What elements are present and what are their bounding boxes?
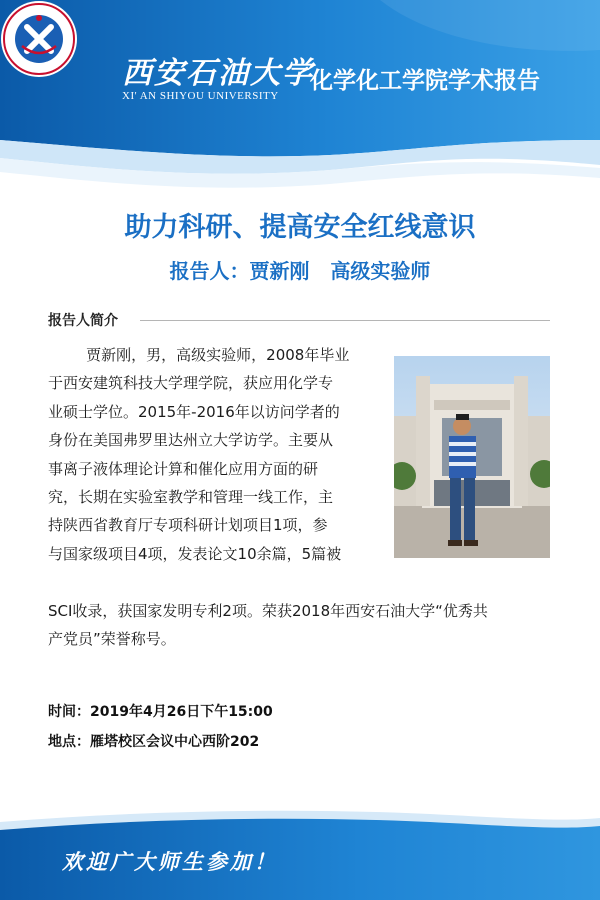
bio-line: 于西安建筑科技大学理学院，获应用化学专	[48, 374, 334, 393]
bio-line: 贾新刚，男，高级实验师，2008年毕业	[48, 346, 350, 364]
bio-line: SCI收录，获国家发明专利2项。荣获2018年西安石油大学“优秀共	[48, 602, 488, 620]
university-name-cn: 西安石油大学	[122, 56, 314, 91]
header-background	[0, 0, 600, 205]
presenter-line: 报告人：贾新刚 高级实验师	[169, 259, 431, 283]
xsyu-logo-icon	[0, 0, 78, 78]
place-label: 地点：	[48, 734, 90, 750]
bio-line: 产党员”荣誉称号。	[48, 630, 176, 649]
bio-line: 业硕士学位。2015年-2016年以访问学者的	[48, 402, 340, 421]
time-value: 2019年4月26日下午15:00	[90, 704, 273, 720]
bio-line: 身份在美国弗罗里达州立大学访学。主要从	[48, 431, 334, 450]
bio-line: 与国家级项目4项，发表论文10余篇，5篇被	[48, 544, 342, 563]
school-report-title: 化学化工学院学术报告	[310, 68, 540, 94]
event-place	[48, 731, 259, 751]
header-banner	[0, 0, 600, 205]
presenter-photo	[394, 356, 550, 558]
bio-line: 事离子液体理论计算和催化应用方面的研	[48, 459, 319, 478]
place-value: 雁塔校区会议中心西阶202	[90, 734, 260, 750]
bio-heading: 报告人简介	[48, 313, 118, 329]
event-time	[48, 701, 273, 721]
footer-banner	[0, 808, 600, 900]
section-divider	[140, 320, 550, 321]
time-label: 时间：	[48, 704, 90, 720]
bio-line: 持陕西省教育厅专项科研计划项目1项，参	[48, 516, 328, 535]
bio-line: 究，长期在实验室教学和管理一线工作，主	[48, 488, 334, 507]
university-name-en: XI' AN SHIYOU UNIVERSITY	[122, 90, 279, 102]
footer-slogan: 欢迎广大师生参加！	[62, 849, 278, 874]
report-title: 助力科研、提高安全红线意识	[124, 212, 476, 243]
bio-text	[48, 341, 391, 568]
bio-text-continued	[48, 597, 568, 654]
